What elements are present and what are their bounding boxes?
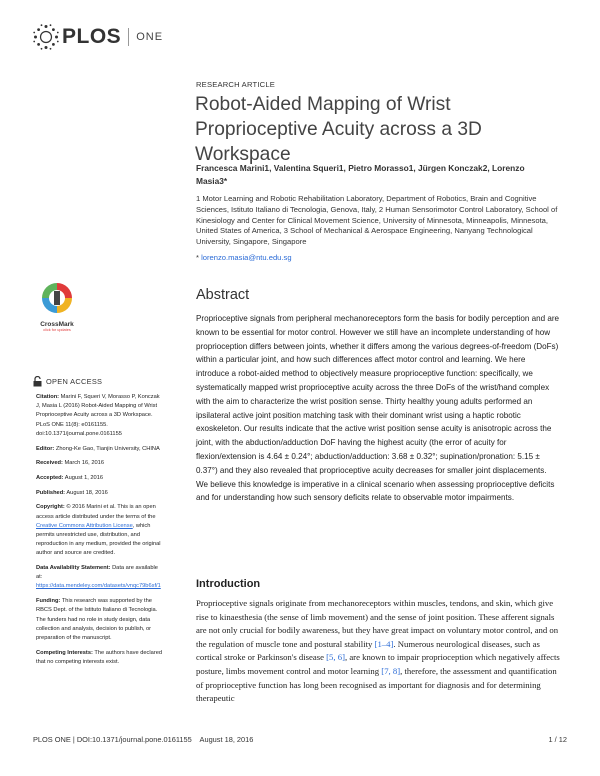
open-access-label: OPEN ACCESS bbox=[46, 377, 103, 386]
citation-link[interactable]: [5, 6] bbox=[326, 652, 345, 663]
crossmark-sublabel: click for updates bbox=[43, 328, 71, 332]
email-marker: * bbox=[196, 253, 199, 262]
email-link[interactable]: lorenzo.masia@ntu.edu.sg bbox=[201, 253, 292, 262]
copyright-block bbox=[36, 503, 164, 558]
published-block bbox=[36, 489, 164, 498]
introduction-heading: Introduction bbox=[196, 578, 261, 590]
article-type: RESEARCH ARTICLE bbox=[196, 80, 276, 89]
received-block bbox=[36, 459, 164, 468]
intro-sentence-3: , are known to impair proprioception which negatively affects posture, limbs movement control and motor learning bbox=[196, 652, 560, 676]
citation-text: Marini F, Squeri V, Morasso P, Konczak J, Masia L (2016) Robot-Aided Mapping of Wrist Proprioceptive Acuity across a 3D Workspace. PLoS ONE 11(8): e0161155. doi:10.1371/journal.pone.0161155 bbox=[36, 394, 160, 437]
logo-plos-text: PLOS bbox=[62, 25, 122, 48]
citation-link[interactable]: [1–4] bbox=[374, 638, 394, 649]
citation-block bbox=[36, 393, 164, 439]
accepted-block bbox=[36, 474, 164, 483]
data-availability-block bbox=[36, 564, 164, 592]
open-access-badge bbox=[33, 376, 102, 387]
accepted-label: Accepted: bbox=[36, 474, 64, 481]
data-availability-label: Data Availability Statement: bbox=[36, 565, 111, 572]
author-list: Francesca Marini1, Valentina Squeri1, Pietro Morasso1, Jürgen Konczak2, Lorenzo Masia3* bbox=[196, 163, 525, 186]
citation-label: Citation: bbox=[36, 394, 60, 400]
affiliations: 1 Motor Learning and Robotic Rehabilitation Laboratory, Department of Robotics, Brain and Cognitive Sciences, Istituto Italiano di Tecnologia, Genova, Italy, 2 Human Sensorimotor Control Laboratory, School of Kinesiology and Center for Clinical Movement Science, University of Minnesota, Minneapolis, Minnesota, United States of America, 3 School of Mechanical & Aerospace Engineering, Nanyang Technological University, Singapore, Singapore bbox=[196, 194, 558, 247]
funding-text: This research was supported by the RBCS Dept. of the Istituto Italiano di Tecnologia. The funders had no role in study design, data collection and analysis, decision to publish, or preparation of the manuscript. bbox=[36, 598, 158, 641]
copyright-text: © 2016 Marini et al. This is an open access article distributed under the terms of the bbox=[36, 504, 156, 520]
open-lock-icon bbox=[33, 376, 42, 387]
crossmark-icon bbox=[33, 282, 81, 316]
data-availability-text: Data are available at: bbox=[36, 565, 158, 581]
published-date: August 18, 2016 bbox=[66, 489, 108, 496]
abstract-text: Proprioceptive signals from peripheral mechanoreceptors form the basis for bodily perception and are known to be essential for motor control. However we still have an incomplete understanding of how proprioception differs between joints, whether it differs among the various degrees-of-freedom (DoFs) within a particular joint, and how such differences affect motor control and learning. We here introduce a robot-aided method to objectively measure proprioceptive function: specifically, we systematically mapped wrist proprioceptive acuity across the three DoFs of the wrist/hand complex with the aim to characterize the wrist position sense. Thirty healthy young adults performed an ipsilateral active joint position matching task with their dominant wrist using a haptic robotic exoskeleton. Our results indicate that the active wrist position sense acuity is anisotropic across the joint, with the abduction/adduction DoF having the highest acuity (the error of acuity for flexion/extension is 4.64 ± 0.24°; abduction/adduction: 3.68 ± 0.32°; supination/pronation: 5.15 ± 0.37°) and they also revealed that proprioceptive acuity decreases for smaller joint displacements. We believe this knowledge is imperative in a clinical scenario when assessing proprioceptive deficits and for understanding how such sensory deficits relate to observable motor impairments. bbox=[196, 314, 560, 503]
copyright-label: Copyright: bbox=[36, 504, 65, 511]
editor-label: Editor: bbox=[36, 445, 55, 452]
logo-journal-name: ONE bbox=[136, 31, 164, 43]
competing-interests-label: Competing Interests: bbox=[36, 649, 93, 656]
crossmark-badge[interactable] bbox=[33, 282, 81, 332]
footer-doi: PLOS ONE | DOI:10.1371/journal.pone.0161155 August 18, 2016 bbox=[33, 735, 254, 744]
competing-interests-text: The authors have declared that no competing interests exist. bbox=[36, 649, 163, 665]
plos-dots-icon bbox=[33, 24, 59, 50]
intro-sentence-1: Proprioceptive signals originate from mechanoreceptors within muscles, tendons, and skin, which give rise to kinaesthesia (the sense of limb movement) and the sense of joint position. These afferent signals are not only crucial for bodily awareness, but they have great impact on voluntary motor control, and on the regulation of muscle tone and postural stability bbox=[196, 598, 559, 649]
citation-link[interactable]: [7, 8] bbox=[381, 665, 401, 676]
competing-interests-block bbox=[36, 649, 164, 667]
received-date: March 16, 2016 bbox=[64, 460, 104, 467]
published-label: Published: bbox=[36, 489, 66, 496]
article-info-sidebar bbox=[36, 393, 164, 673]
editor-block bbox=[36, 445, 164, 454]
copyright-text-end: , which permits unrestricted use, distribution, and reproduction in any medium, provided the original author and source are credited. bbox=[36, 522, 161, 557]
editor-text: Zhong-Ke Gao, Tianjin University, CHINA bbox=[55, 445, 160, 452]
article-title: Robot-Aided Mapping of Wrist Proprioceptive Acuity across a 3D Workspace bbox=[195, 94, 482, 165]
logo-divider bbox=[128, 28, 129, 46]
intro-sentence-4: , therefore, the assessment and quantification of proprioceptive function has long been recognised as important for diagnosis and for determining therapeutic bbox=[196, 665, 557, 704]
license-link[interactable]: Creative Commons Attribution License bbox=[36, 522, 133, 529]
funding-label: Funding: bbox=[36, 598, 61, 605]
received-label: Received: bbox=[36, 460, 63, 467]
corresponding-email bbox=[196, 253, 292, 262]
intro-sentence-2: . Numerous neurological diseases, such as cortical stroke or Parkinson's disease bbox=[196, 638, 540, 663]
plos-one-logo bbox=[33, 24, 163, 50]
introduction-text bbox=[196, 597, 560, 706]
page-number: 1 / 12 bbox=[548, 735, 567, 744]
data-link[interactable]: https://data.mendeley.com/datasets/vnqc79b6sf/1 bbox=[36, 583, 161, 590]
crossmark-label: CrossMark bbox=[40, 321, 74, 328]
funding-block bbox=[36, 597, 164, 643]
abstract-heading: Abstract bbox=[196, 287, 250, 303]
accepted-date: August 1, 2016 bbox=[64, 474, 104, 481]
